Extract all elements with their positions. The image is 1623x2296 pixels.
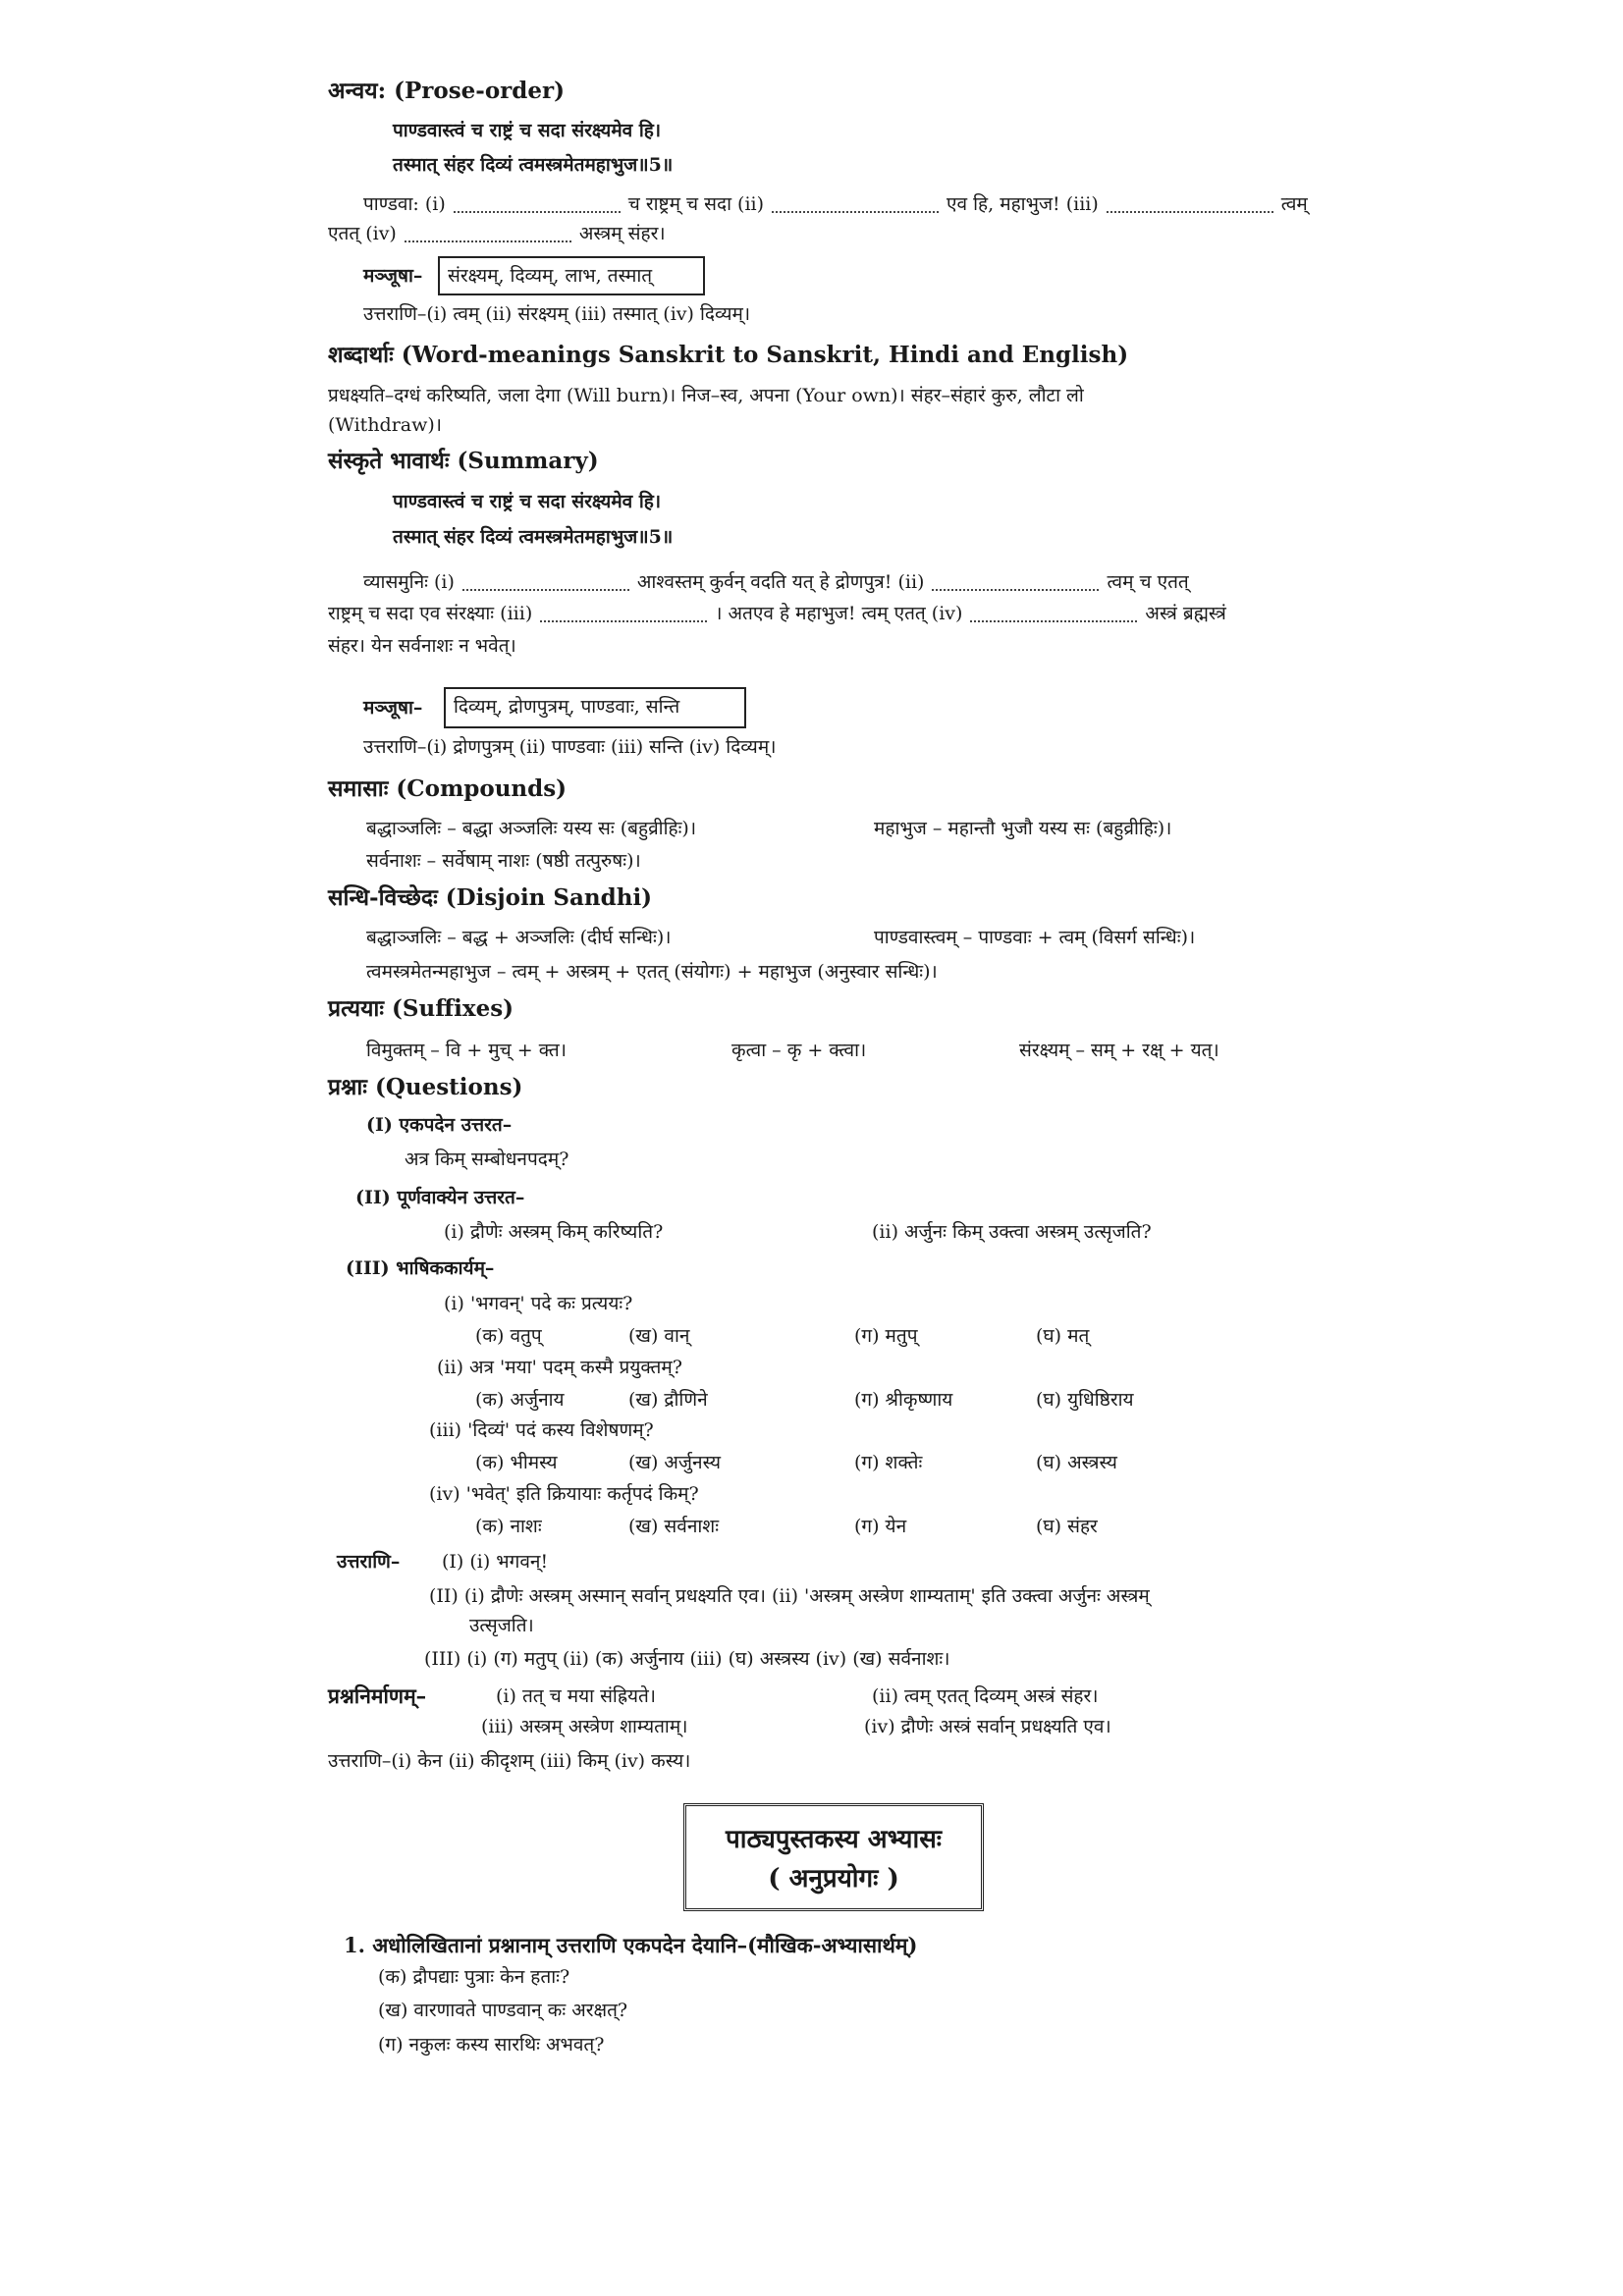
mcq-option: (ग) मतुप्	[854, 1325, 918, 1347]
verse-line: पाण्डवास्त्वं च राष्ट्रं च सदा संरक्ष्यमेव हि।	[393, 491, 662, 512]
question: (i) द्रौणेः अस्त्रम् किम् करिष्यति?	[444, 1221, 664, 1243]
list-item: बद्धाञ्जलिः – बद्ध + अञ्जलिः (दीर्घ सन्धिः)।	[366, 927, 672, 948]
fill-blank-line	[363, 191, 1308, 217]
mcq-option: (ख) अर्जुनस्य	[628, 1452, 721, 1473]
mcq-option: (ग) शक्तेः	[854, 1452, 923, 1473]
text: त्वम्	[1280, 193, 1308, 215]
text: पाण्डवा: (i)	[363, 193, 446, 215]
answer: उत्सृजति।	[469, 1615, 534, 1636]
fill-blank-line	[328, 221, 666, 246]
list-item: (क) द्रौपद्याः पुत्राः केन हताः?	[378, 1966, 570, 1988]
answer: (III) (i) (ग) मतुप् (ii) (क) अर्जुनाय (iii) (घ) अस्त्रस्य (iv) (ख) सर्वनाशः।	[424, 1648, 950, 1670]
manjusha-label: मञ्जूषा–	[363, 265, 423, 287]
verse-line: पाण्डवास्त्वं च राष्ट्रं च सदा संरक्ष्यमेव हि।	[393, 120, 662, 141]
list-item: (iii) अस्त्रम् अस्त्रेण शाम्यताम्।	[481, 1716, 688, 1737]
text: व्यासमुनिः (i)	[363, 571, 455, 593]
list-item: (i) तत् च मया संह्रियते।	[496, 1685, 656, 1707]
anvaya-heading: अन्वय: (Prose-order)	[328, 78, 566, 104]
text: अस्त्रं ब्रह्मस्त्रं	[1145, 603, 1226, 624]
fill-blank-line	[328, 601, 1226, 626]
verse-line: तस्मात् संहर दिव्यं त्वमस्त्रमेतमहाभुज॥5॥	[393, 526, 674, 548]
list-item: (ख) वारणावते पाण्डवान् कः अरक्षत्?	[378, 2000, 628, 2021]
manjusha-words: दिव्यम्, द्रोणपुत्रम्, पाण्डवाः, सन्ति	[454, 696, 680, 718]
nirmanam-label: प्रश्ननिर्माणम्–	[328, 1683, 427, 1708]
answers: उत्तराणि–(i) त्वम् (ii) संरक्ष्यम् (iii) तस्मात् (iv) दिव्यम्।	[363, 303, 751, 325]
text: । अतएव हे महाभुज! त्वम् एतत् (iv)	[715, 603, 963, 624]
bhavartha-heading: संस्कृते भावार्थः (Summary)	[328, 448, 599, 474]
manjusha-box	[444, 687, 746, 728]
text: एतत् (iv)	[328, 223, 397, 244]
blank	[462, 575, 629, 591]
answer: (II) (i) द्रौणेः अस्त्रम् अस्मान् सर्वान् प्रधक्ष्यति एव। (ii) 'अस्त्रम् अस्त्रेण शाम्यताम्' इति उक्त्वा अर्जुनः अस्त्रम्	[429, 1585, 1150, 1607]
text: त्वम् च एतत्	[1107, 571, 1189, 593]
list-item: संरक्ष्यम् – सम् + रक्ष् + यत्।	[1019, 1040, 1219, 1061]
mcq-option: (क) नाशः	[475, 1516, 542, 1537]
exercise-subtitle: ( अनुप्रयोगः )	[768, 1864, 899, 1894]
exercise-title: पाठ्यपुस्तकस्य अभ्यासः	[725, 1825, 943, 1854]
mcq-option: (घ) मत्	[1036, 1325, 1090, 1347]
manjusha-words: संरक्ष्यम्, दिव्यम्, लाभ, तस्मात्	[448, 265, 653, 287]
list-item: (ग) नकुलः कस्य सारथिः अभवत्?	[378, 2034, 605, 2056]
mcq-option: (घ) संहर	[1036, 1516, 1098, 1537]
blank	[932, 575, 1099, 591]
list-item: सर्वनाशः – सर्वेषाम् नाशः (षष्ठी तत्पुरुषः)।	[366, 850, 641, 872]
answer: (I) (i) भगवन्!	[442, 1551, 549, 1573]
blank	[970, 607, 1137, 622]
verse-line: तस्मात् संहर दिव्यं त्वमस्त्रमेतमहाभुज॥5॥	[393, 154, 674, 176]
text: राष्ट्रम् च सदा एव संरक्ष्याः (iii)	[328, 603, 533, 624]
mcq-option: (ख) द्रौणिने	[628, 1389, 708, 1411]
question: अत्र किम् सम्बोधनपदम्?	[405, 1148, 569, 1170]
mcq-option: (ग) श्रीकृष्णाय	[854, 1389, 953, 1411]
manjusha-box	[438, 256, 705, 295]
list-item: महाभुज – महान्तौ भुजौ यस्य सः (बहुव्रीहिः)।	[874, 818, 1172, 839]
question-group-label: (I) एकपदेन उत्तरत–	[366, 1114, 513, 1136]
blank	[454, 197, 621, 213]
list-item: (ii) त्वम् एतत् दिव्यम् अस्त्रं संहर।	[872, 1685, 1099, 1707]
fill-blank-line	[363, 569, 1189, 595]
list-item: त्वमस्त्रमेतन्महाभुज – त्वम् + अस्त्रम् + एतत् (संयोगः) + महाभुज (अनुस्वार सन्धिः)।	[366, 961, 938, 983]
list-item: बद्धाञ्जलिः – बद्धा अञ्जलिः यस्य सः (बहुव्रीहिः)।	[366, 818, 697, 839]
list-item: विमुक्तम् – वि + मुच् + क्त।	[366, 1040, 567, 1061]
exercise-title-box	[683, 1803, 984, 1911]
blank	[1107, 197, 1273, 213]
mcq-question: (ii) अत्र 'मया' पदम् कस्मै प्रयुक्तम्?	[437, 1357, 682, 1378]
mcq-option: (क) अर्जुनाय	[475, 1389, 565, 1411]
manjusha-label: मञ्जूषा–	[363, 697, 423, 719]
mcq-option: (क) भीमस्य	[475, 1452, 558, 1473]
prashna-heading: प्रश्नाः (Questions)	[328, 1074, 523, 1100]
mcq-question: (iv) 'भवेत्' इति क्रियायाः कर्तृपदं किम्?	[429, 1483, 699, 1505]
samasa-heading: समासाः (Compounds)	[328, 775, 568, 802]
mcq-option: (ग) येन	[854, 1516, 907, 1537]
blank	[405, 227, 571, 242]
answers: उत्तराणि–(i) केन (ii) कीदृशम् (iii) किम् (iv) कस्य।	[328, 1750, 691, 1772]
sandhi-heading: सन्धि-विच्छेदः (Disjoin Sandhi)	[328, 884, 653, 911]
text: एव हि, महाभुज! (iii)	[947, 193, 1099, 215]
question-group-label: (III) भाषिककार्यम्–	[346, 1257, 495, 1279]
answers: उत्तराणि–(i) द्रोणपुत्रम् (ii) पाण्डवाः (iii) सन्ति (iv) दिव्यम्।	[363, 736, 777, 758]
text: आश्वस्तम् कुर्वन् वदति यत् हे द्रोणपुत्र! (ii)	[636, 571, 925, 593]
list-item: कृत्वा – कृ + क्त्वा।	[731, 1040, 867, 1061]
blank	[772, 197, 939, 213]
mcq-option: (घ) अस्त्रस्य	[1036, 1452, 1117, 1473]
answers-label: उत्तराणि–	[337, 1551, 401, 1573]
question: (ii) अर्जुनः किम् उक्त्वा अस्त्रम् उत्सृजति?	[872, 1221, 1152, 1243]
question-group-label: (II) पूर्णवाक्येन उत्तरत–	[355, 1187, 525, 1208]
blank	[540, 607, 707, 622]
exercise-question: 1. अधोलिखितानां प्रश्नानाम् उत्तराणि एकपदेन देयानि–(मौखिक-अभ्यासार्थम्)	[344, 1933, 918, 1957]
list-item: (iv) द्रौणेः अस्त्रं सर्वान् प्रधक्ष्यति एव।	[864, 1716, 1111, 1737]
paragraph-line: (Withdraw)।	[328, 414, 443, 436]
text: अस्त्रम् संहर।	[578, 223, 666, 244]
mcq-option: (ख) वान्	[628, 1325, 690, 1347]
list-item: पाण्डवास्त्वम् – पाण्डवाः + त्वम् (विसर्ग सन्धिः)।	[874, 927, 1196, 948]
shabdartha-heading: शब्दार्थाः (Word-meanings Sanskrit to Sanskrit, Hindi and English)	[328, 342, 1129, 368]
paragraph-line: प्रधक्ष्यति–दग्धं करिष्यति, जला देगा (Will burn)। निज–स्व, अपना (Your own)। संहर–संहारं कुरु, लौटा लो	[328, 385, 1084, 406]
mcq-question: (iii) 'दिव्यं' पदं कस्य विशेषणम्?	[429, 1419, 654, 1441]
mcq-option: (क) वतुप्	[475, 1325, 542, 1347]
mcq-option: (ख) सर्वनाशः	[628, 1516, 720, 1537]
mcq-option: (घ) युधिष्ठिराय	[1036, 1389, 1134, 1411]
text: च राष्ट्रम् च सदा (ii)	[627, 193, 765, 215]
mcq-question: (i) 'भगवन्' पदे कः प्रत्ययः?	[444, 1293, 633, 1314]
pratyaya-heading: प्रत्ययाः (Suffixes)	[328, 995, 514, 1022]
fill-blank-line: संहर। येन सर्वनाशः न भवेत्।	[328, 635, 516, 657]
